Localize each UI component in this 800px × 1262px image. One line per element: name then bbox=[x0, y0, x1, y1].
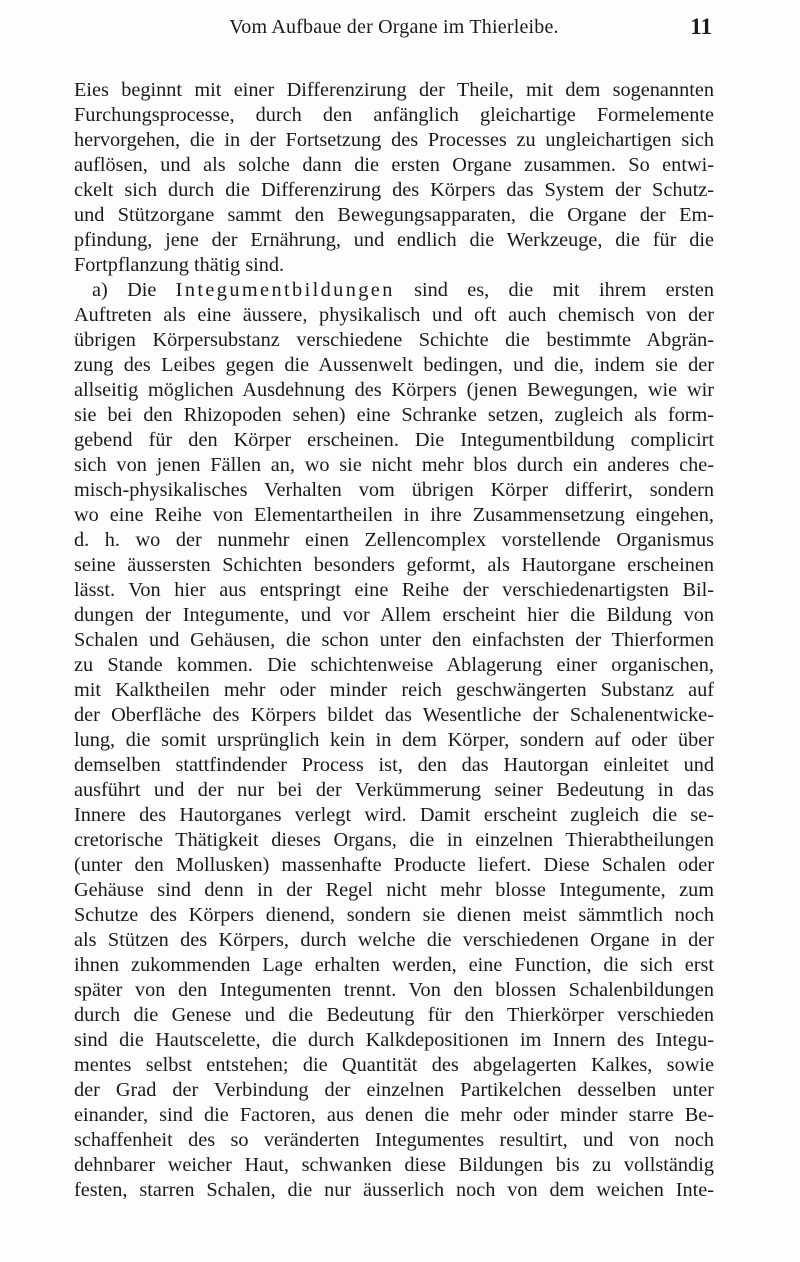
text-line: pfindung, jene der Ernährung, und endlich die Werkzeuge, die für die bbox=[74, 229, 714, 251]
text-line: (unter den Mollusken) massenhafte Producte liefert. Diese Schalen oder bbox=[74, 854, 714, 876]
text-line: hervorgehen, die in der Fortsetzung des Processes zu ungleichartigen sich bbox=[74, 129, 714, 151]
text-line: sie bei den Rhizopoden sehen) eine Schranke setzen, zugleich als form- bbox=[74, 404, 714, 426]
text-line: sich von jenen Fällen an, wo sie nicht mehr blos durch ein anderes che- bbox=[74, 454, 714, 476]
text-line: sind die Hautscelette, die durch Kalkdepositionen im Innern des Integu- bbox=[74, 1029, 714, 1051]
section-heading-rest: sind es, die mit ihrem ersten bbox=[394, 279, 714, 301]
text-line: Furchungsprocesse, durch den anfänglich gleichartige Formelemente bbox=[74, 104, 714, 126]
text-line: Eies beginnt mit einer Differenzirung der Theile, mit dem sogenannten bbox=[74, 79, 714, 101]
text-line: der Oberfläche des Körpers bildet das Wesentliche der Schalenentwicke- bbox=[74, 704, 714, 726]
text-line: dungen der Integumente, und vor Allem erscheint hier die Bildung von bbox=[74, 604, 714, 626]
text-line: und Stützorgane sammt den Bewegungsapparaten, die Organe der Em- bbox=[74, 204, 714, 226]
text-line: einander, sind die Factoren, aus denen die mehr oder minder starre Be- bbox=[74, 1104, 714, 1126]
text-line: Auftreten als eine äussere, physikalisch und oft auch chemisch von der bbox=[74, 304, 714, 326]
text-line: Innere des Hautorganes verlegt wird. Damit erscheint zugleich die se- bbox=[74, 804, 714, 826]
text-line: demselben stattfindender Process ist, den das Hautorgan einleitet und bbox=[74, 754, 714, 776]
text-line: festen, starren Schalen, die nur äusserlich noch von dem weichen Inte- bbox=[74, 1179, 714, 1201]
text-line: auflösen, und als solche dann die ersten Organe zusammen. So entwi- bbox=[74, 154, 714, 176]
section-term: Integumentbildungen bbox=[175, 279, 395, 301]
text-line: lung, die somit ursprünglich kein in dem Körper, sondern auf oder über bbox=[74, 729, 714, 751]
running-title: Vom Aufbaue der Organe im Thierleibe. bbox=[229, 16, 559, 38]
text-line: schaffenheit des so veränderten Integumentes resultirt, und von noch bbox=[74, 1129, 714, 1151]
text-line: als Stützen des Körpers, durch welche die verschiedenen Organe in der bbox=[74, 929, 714, 951]
text-line: gebend für den Körper erscheinen. Die Integumentbildung complicirt bbox=[74, 429, 714, 451]
section-heading-line bbox=[74, 278, 714, 303]
text-line: zu Stande kommen. Die schichtenweise Ablagerung einer organischen, bbox=[74, 654, 714, 676]
text-line: ckelt sich durch die Differenzirung des Körpers das System der Schutz- bbox=[74, 179, 714, 201]
text-line: Gehäuse sind denn in der Regel nicht mehr blosse Integumente, zum bbox=[74, 879, 714, 901]
text-line: Fortpflanzung thätig sind. bbox=[74, 254, 285, 276]
text-line: wo eine Reihe von Elementartheilen in ihre Zusammensetzung eingehen, bbox=[74, 504, 714, 526]
running-header bbox=[74, 16, 714, 46]
text-line: misch-physikalisches Verhalten vom übrigen Körper differirt, sondern bbox=[74, 479, 714, 501]
text-line: ausführt und der nur bei der Verkümmerung seiner Bedeutung in das bbox=[74, 779, 714, 801]
text-line: seine äussersten Schichten besonders geformt, als Hautorgane erscheinen bbox=[74, 554, 714, 576]
text-line: durch die Genese und die Bedeutung für den Thierkörper verschieden bbox=[74, 1004, 714, 1026]
text-line: cretorische Thätigkeit dieses Organs, die in einzelnen Thierabtheilungen bbox=[74, 829, 714, 851]
text-line: mentes selbst entstehen; die Quantität des abgelagerten Kalkes, sowie bbox=[74, 1054, 714, 1076]
text-line: ihnen zukommenden Lage erhalten werden, eine Function, die sich erst bbox=[74, 954, 714, 976]
text-line: übrigen Körpersubstanz verschiedene Schichte die bestimmte Abgrän- bbox=[74, 329, 714, 351]
text-line: lässt. Von hier aus entspringt eine Reihe der verschiedenartigsten Bil- bbox=[74, 579, 714, 601]
text-line: dehnbarer weicher Haut, schwanken diese Bildungen bis zu vollständig bbox=[74, 1154, 714, 1176]
text-line: Schutze des Körpers dienend, sondern sie dienen meist sämmtlich noch bbox=[74, 904, 714, 926]
section-marker: a) Die bbox=[92, 279, 176, 301]
text-line: Schalen und Gehäusen, die schon unter den einfachsten der Thierformen bbox=[74, 629, 714, 651]
text-line: der Grad der Verbindung der einzelnen Partikelchen desselben unter bbox=[74, 1079, 714, 1101]
page-number: 11 bbox=[690, 14, 712, 39]
text-line: zung des Leibes gegen die Aussenwelt bedingen, und die, indem sie der bbox=[74, 354, 714, 376]
text-line: d. h. wo der nunmehr einen Zellencomplex vorstellende Organismus bbox=[74, 529, 714, 551]
text-line: allseitig möglichen Ausdehnung des Körpers (jenen Bewegungen, wie wir bbox=[74, 379, 714, 401]
text-line: mit Kalktheilen mehr oder minder reich geschwängerten Substanz auf bbox=[74, 679, 714, 701]
body-text bbox=[74, 78, 714, 1203]
text-line: später von den Integumenten trennt. Von den blossen Schalenbildungen bbox=[74, 979, 714, 1001]
